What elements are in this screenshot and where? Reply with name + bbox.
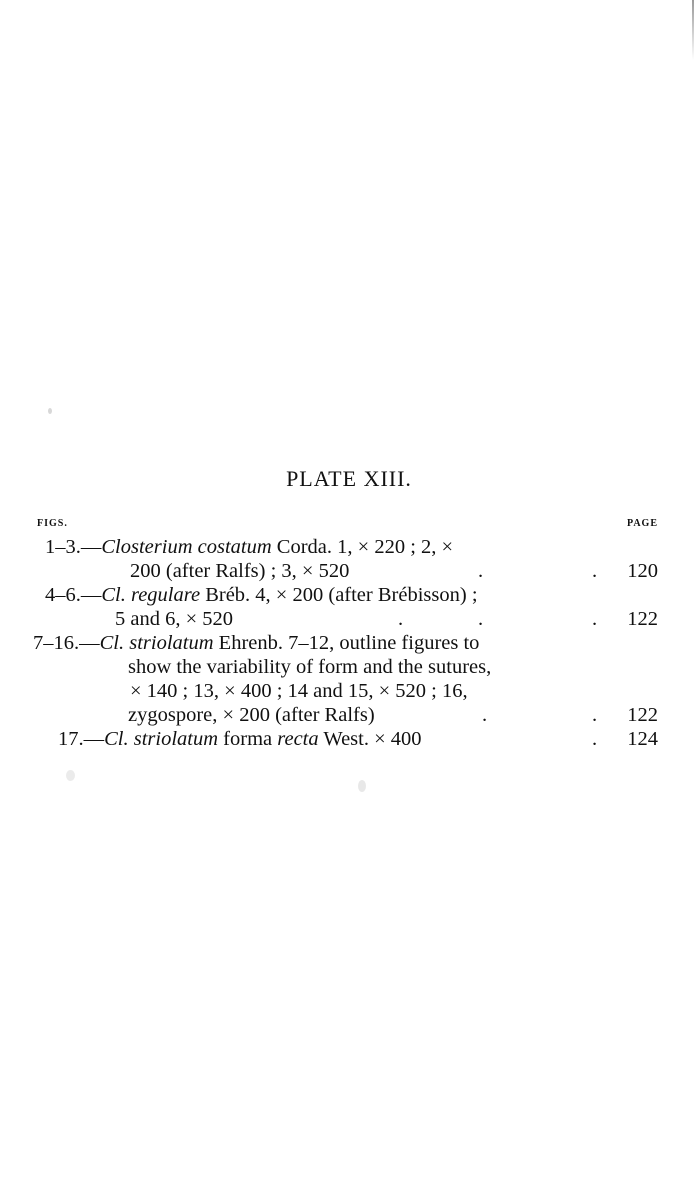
leader-dot: . (592, 608, 598, 630)
entry-3-line-4: zygospore, × 200 (after Ralfs) (128, 704, 375, 726)
entry-4-page: 124 (627, 728, 658, 750)
plate-title: PLATE XIII. (286, 466, 412, 491)
entry-2-description: Bréb. 4, × 200 (after Brébisson) ; (200, 584, 478, 606)
entry-1-line-1: 1–3.—Closterium costatum Corda. 1, × 220 ; 2, × (45, 536, 454, 558)
entry-2-fig-number: 4–6. (45, 584, 81, 606)
page-edge-mark (692, 0, 694, 60)
entry-2-species: Cl. regulare (101, 584, 201, 606)
figs-column-header: FIGS. (37, 518, 68, 529)
leader-dot: . (592, 704, 598, 726)
entry-3-fig-number: 7–16. (33, 632, 80, 654)
entry-1-page: 120 (627, 560, 658, 582)
entry-3-line-1: 7–16.—Cl. striolatum Ehrenb. 7–12, outline figures to (33, 632, 480, 654)
entry-4-fig-number: 17. (58, 728, 84, 750)
entry-3-description: Ehrenb. 7–12, outline figures to (213, 632, 480, 654)
leader-dot: . (482, 704, 488, 726)
entry-3-page: 122 (627, 704, 658, 726)
entry-4-species: Cl. striolatum (104, 728, 219, 750)
entry-2-line-2: 5 and 6, × 520 (115, 608, 234, 630)
entry-3-species: Cl. striolatum (99, 632, 214, 654)
leader-dot: . (592, 728, 598, 750)
entry-4-form: recta (277, 728, 319, 750)
entry-1-species: Closterium costatum (101, 536, 272, 558)
leader-dot: . (398, 608, 404, 630)
entry-3-line-3: × 140 ; 13, × 400 ; 14 and 15, × 520 ; 16, (130, 680, 468, 702)
entry-4-description: West. × 400 (318, 728, 422, 750)
entry-1-fig-number: 1–3. (45, 536, 81, 558)
paper-speck (66, 770, 75, 781)
page-column-header: PAGE (626, 518, 658, 529)
leader-dot: . (592, 560, 598, 582)
leader-dot: . (478, 560, 484, 582)
entry-4-line-1: 17.—Cl. striolatum forma recta West. × 400 (58, 728, 422, 750)
leader-dot: . (478, 608, 484, 630)
entry-3-line-2: show the variability of form and the sutures, (128, 656, 492, 678)
paper-speck (358, 780, 366, 792)
entry-1-description: Corda. 1, × 220 ; 2, × (271, 536, 454, 558)
entry-2-page: 122 (627, 608, 658, 630)
paper-speck (48, 408, 52, 414)
entry-1-line-2: 200 (after Ralfs) ; 3, × 520 (130, 560, 350, 582)
entry-2-line-1: 4–6.—Cl. regulare Bréb. 4, × 200 (after Brébisson) ; (45, 584, 478, 606)
